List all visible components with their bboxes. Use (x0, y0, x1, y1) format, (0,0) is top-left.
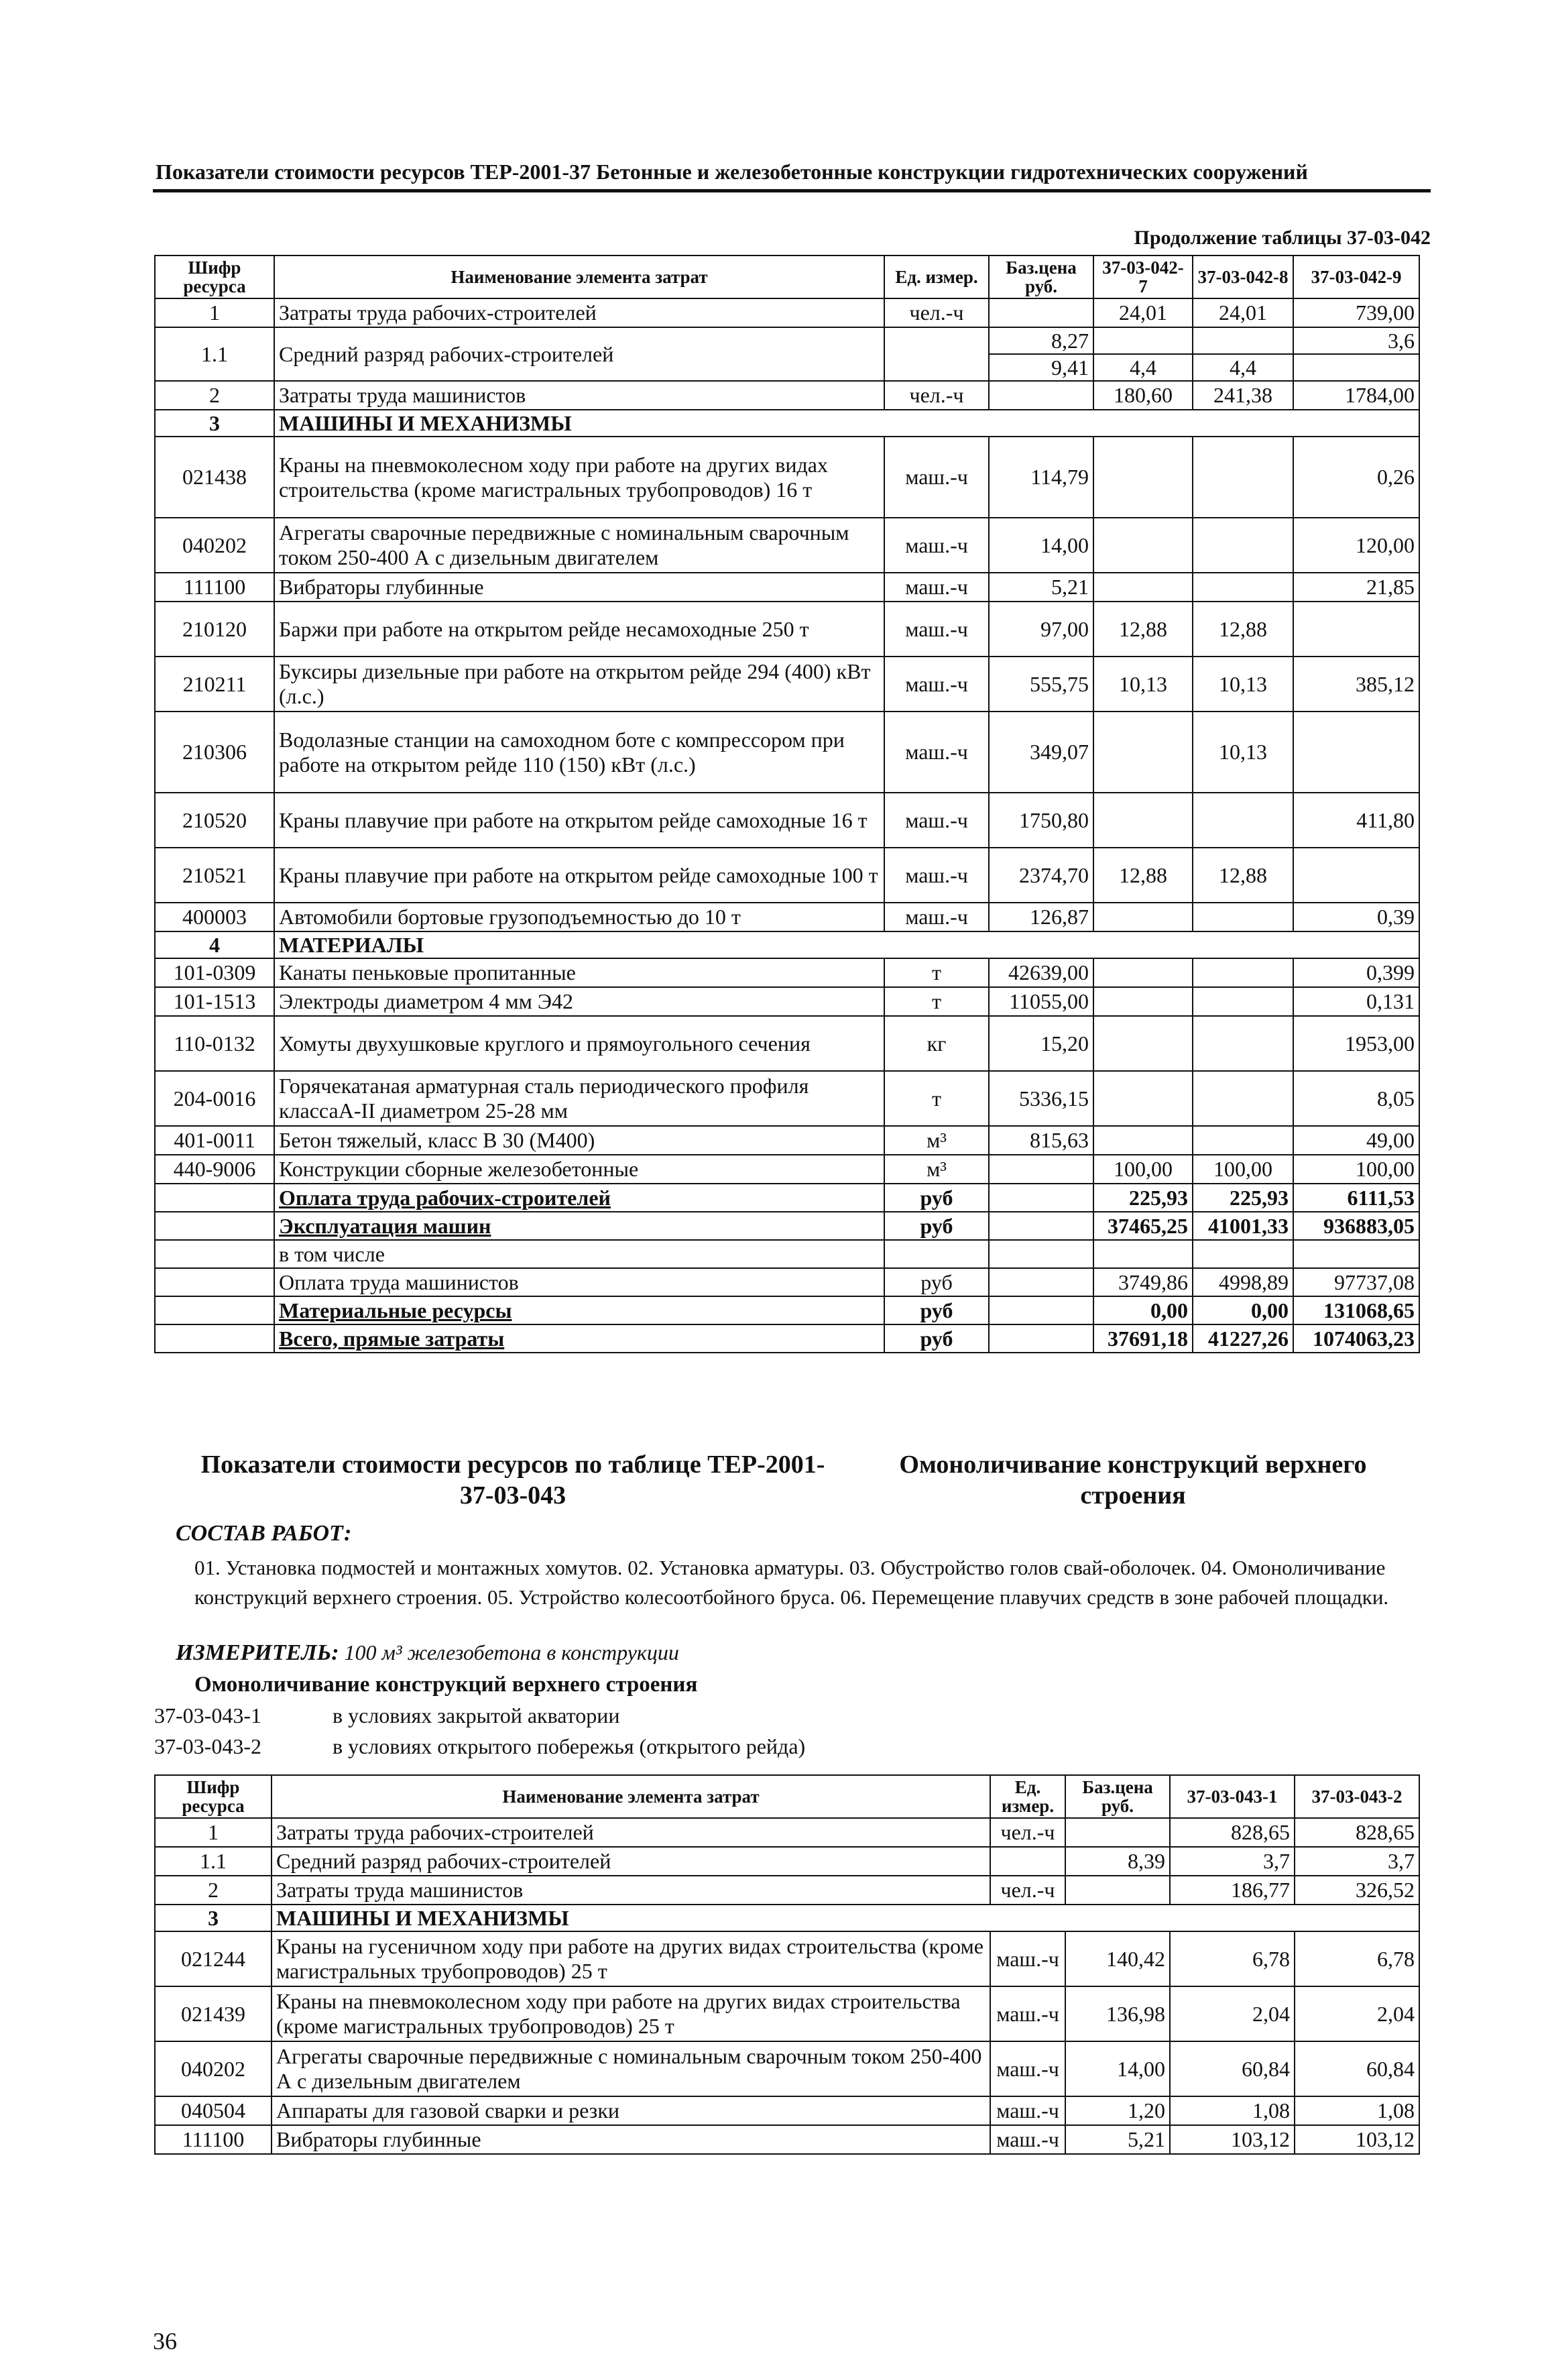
row-name: Электроды диаметром 4 мм Э42 (274, 987, 884, 1016)
row-value (1193, 793, 1293, 848)
row-value: 186,77 (1170, 1876, 1295, 1905)
row-value: 828,65 (1170, 1818, 1295, 1847)
row-unit: м³ (884, 1155, 989, 1184)
summary-value: 4998,89 (1193, 1268, 1293, 1296)
row-price: 8,27 (989, 327, 1093, 354)
row-value (1093, 1071, 1193, 1126)
summary-empty (989, 1240, 1093, 1268)
row-value: 12,88 (1193, 848, 1293, 903)
row-name: Агрегаты сварочные передвижные с номинальным сварочным током 250-400 А с дизельным двигателем (274, 518, 884, 573)
summary-value: 936883,05 (1293, 1212, 1419, 1240)
summary-row (155, 1184, 1419, 1212)
row-price: 5,21 (989, 573, 1093, 602)
summary-empty (989, 1324, 1093, 1353)
row-value: 8,05 (1293, 1071, 1419, 1126)
row-value: 21,85 (1293, 573, 1419, 602)
summary-empty (989, 1268, 1093, 1296)
row-name: Краны плавучие при работе на открытом рейде самоходные 16 т (274, 793, 884, 848)
row-code: 021244 (155, 1931, 272, 1986)
row-code: 110-0132 (155, 1016, 274, 1071)
row-price: 5,21 (1065, 2125, 1170, 2154)
row-unit: маш.-ч (990, 2096, 1065, 2125)
row-value: 60,84 (1295, 2041, 1419, 2096)
col-header-price: Баз.цена руб. (1065, 1775, 1170, 1818)
col-header-c1: 37-03-042-7 (1093, 256, 1193, 298)
section-title: МАШИНЫ И МЕХАНИЗМЫ (272, 1905, 1419, 1931)
row-price: 126,87 (989, 903, 1093, 931)
table-row (155, 1847, 1419, 1876)
summary-value: 0,00 (1193, 1296, 1293, 1324)
summary-value: 0,00 (1093, 1296, 1193, 1324)
row-name: Вибраторы глубинные (272, 2125, 990, 2154)
row-price: 8,39 (1065, 1847, 1170, 1876)
row-price: 815,63 (989, 1126, 1093, 1155)
row-code: 101-1513 (155, 987, 274, 1016)
row-code: 4 (155, 931, 274, 958)
row-value: 12,88 (1093, 848, 1193, 903)
row-value (1193, 327, 1293, 354)
table-row (155, 2125, 1419, 2154)
row-value (1093, 958, 1193, 987)
row-value (1293, 848, 1419, 903)
row-value: 411,80 (1293, 793, 1419, 848)
row-value: 0,131 (1293, 987, 1419, 1016)
row-value: 1,08 (1295, 2096, 1419, 2125)
summary-value: 6111,53 (1293, 1184, 1419, 1212)
table-row (155, 381, 1419, 410)
summary-unit (884, 1240, 989, 1268)
row-value (1093, 987, 1193, 1016)
variant-code: 37-03-043-2 (154, 1734, 261, 1758)
summary-row (155, 1212, 1419, 1240)
row-name: Автомобили бортовые грузоподъемностью до 10 т (274, 903, 884, 931)
measure-label: ИЗМЕРИТЕЛЬ: (176, 1640, 339, 1665)
continuation-label: Продолжение таблицы 37-03-042 (1134, 227, 1431, 249)
row-price: 136,98 (1065, 1986, 1170, 2041)
row-unit: маш.-ч (884, 903, 989, 931)
row-code: 1.1 (155, 1847, 272, 1876)
section-row (155, 1905, 1419, 1931)
row-name: Бетон тяжелый, класс В 30 (М400) (274, 1126, 884, 1155)
summary-value: 225,93 (1093, 1184, 1193, 1212)
table-row (155, 573, 1419, 602)
row-unit: маш.-ч (884, 602, 989, 657)
row-value: 100,00 (1293, 1155, 1419, 1184)
row-unit: чел.-ч (990, 1876, 1065, 1905)
row-code: 204-0016 (155, 1071, 274, 1126)
table-row (155, 327, 1419, 354)
summary-spacer (155, 1184, 274, 1212)
col-header-code: Шифр ресурса (155, 256, 274, 298)
measure-line (176, 1640, 679, 1666)
row-price: 140,42 (1065, 1931, 1170, 1986)
row-unit: чел.-ч (990, 1818, 1065, 1847)
summary-unit: руб (884, 1324, 989, 1353)
row-value (1293, 354, 1419, 381)
row-unit: маш.-ч (990, 2041, 1065, 2096)
summary-unit: руб (884, 1184, 989, 1212)
row-price (989, 1155, 1093, 1184)
summary-row (155, 1324, 1419, 1353)
table-row (155, 958, 1419, 987)
table-row (155, 1931, 1419, 1986)
summary-empty (989, 1212, 1093, 1240)
row-price: 9,41 (989, 354, 1093, 381)
variant-description: в условиях закрытой акватории (333, 1703, 620, 1727)
summary-value: 37465,25 (1093, 1212, 1193, 1240)
row-value: 100,00 (1093, 1155, 1193, 1184)
summary-label: Всего, прямые затраты (274, 1324, 884, 1353)
summary-value: 3749,86 (1093, 1268, 1193, 1296)
row-name: Аппараты для газовой сварки и резки (272, 2096, 990, 2125)
table-body (155, 298, 1419, 1353)
row-unit: маш.-ч (990, 1986, 1065, 2041)
row-code: 040202 (155, 2041, 272, 2096)
summary-spacer (155, 1268, 274, 1296)
summary-value: 41227,26 (1193, 1324, 1293, 1353)
row-unit: кг (884, 1016, 989, 1071)
summary-value: 37691,18 (1093, 1324, 1193, 1353)
summary-row (155, 1296, 1419, 1324)
row-code: 040504 (155, 2096, 272, 2125)
summary-label: Оплата труда машинистов (274, 1268, 884, 1296)
row-value: 24,01 (1093, 298, 1193, 327)
row-value: 4,4 (1093, 354, 1193, 381)
row-price: 1750,80 (989, 793, 1093, 848)
row-unit: т (884, 1071, 989, 1126)
summary-label: Материальные ресурсы (274, 1296, 884, 1324)
row-unit: т (884, 987, 989, 1016)
row-name: Затраты труда машинистов (274, 381, 884, 410)
row-value (1193, 958, 1293, 987)
table-row (155, 903, 1419, 931)
row-price: 5336,15 (989, 1071, 1093, 1126)
summary-unit: руб (884, 1212, 989, 1240)
row-code: 3 (155, 1905, 272, 1931)
running-header: Показатели стоимости ресурсов ТЕР-2001-37 Бетонные и железобетонные конструкции гидротехнических сооружений (156, 160, 1308, 184)
row-value (1093, 793, 1193, 848)
row-price: 97,00 (989, 602, 1093, 657)
row-price (989, 381, 1093, 410)
resource-table-043 (154, 1774, 1420, 2155)
table-row (155, 1986, 1419, 2041)
row-name: Средний разряд рабочих-строителей (274, 327, 884, 381)
row-value (1093, 1126, 1193, 1155)
section-title: МАТЕРИАЛЫ (274, 931, 1419, 958)
summary-row (155, 1268, 1419, 1296)
summary-row (155, 1240, 1419, 1268)
row-value: 1,08 (1170, 2096, 1295, 2125)
row-value: 49,00 (1293, 1126, 1419, 1155)
row-value: 3,7 (1170, 1847, 1295, 1876)
row-code: 021439 (155, 1986, 272, 2041)
row-price (1065, 1818, 1170, 1847)
row-code: 1 (155, 298, 274, 327)
row-value: 120,00 (1293, 518, 1419, 573)
section-title: МАШИНЫ И МЕХАНИЗМЫ (274, 410, 1419, 437)
table-header-row (155, 256, 1419, 298)
col-header-c3: 37-03-042-9 (1293, 256, 1419, 298)
row-value (1193, 903, 1293, 931)
row-value (1193, 437, 1293, 518)
table-row (155, 1155, 1419, 1184)
row-code: 111100 (155, 2125, 272, 2154)
row-unit: маш.-ч (884, 518, 989, 573)
table-row (155, 1016, 1419, 1071)
table-row (155, 1071, 1419, 1126)
row-price (989, 298, 1093, 327)
section-subject: Омоноличивание конструкций верхнего строения (899, 1451, 1367, 1510)
row-name: Затраты труда рабочих-строителей (274, 298, 884, 327)
row-value (1093, 573, 1193, 602)
row-price (1065, 1876, 1170, 1905)
row-value (1093, 327, 1193, 354)
row-value: 10,13 (1193, 712, 1293, 793)
section-row (155, 931, 1419, 958)
row-value: 1953,00 (1293, 1016, 1419, 1071)
table-row (155, 1876, 1419, 1905)
row-code: 1 (155, 1818, 272, 1847)
row-name: Баржи при работе на открытом рейде несамоходные 250 т (274, 602, 884, 657)
col-header-c1: 37-03-043-1 (1170, 1775, 1295, 1818)
row-unit: чел.-ч (884, 298, 989, 327)
table-row (155, 298, 1419, 327)
table-row (155, 2096, 1419, 2125)
row-value (1193, 987, 1293, 1016)
col-header-price: Баз.цена руб. (989, 256, 1093, 298)
row-value: 100,00 (1193, 1155, 1293, 1184)
summary-label: Оплата труда рабочих-строителей (274, 1184, 884, 1212)
table-body (155, 1818, 1419, 2154)
row-value: 3,6 (1293, 327, 1419, 354)
row-code: 2 (155, 1876, 272, 1905)
row-value: 6,78 (1295, 1931, 1419, 1986)
summary-spacer (155, 1212, 274, 1240)
work-composition-text: 01. Установка подмостей и монтажных хомутов. 02. Установка арматуры. 03. Обустройство голов свай-оболочек. 04. Омоноличивание конструкций верхнего строения. 05. Устройство колесоотбойного бруса. 06. Перемещение плавучих средств в зоне рабочей площадки. (194, 1556, 1389, 1609)
table-row (155, 2041, 1419, 2096)
row-value (1193, 1126, 1293, 1155)
section-title: Показатели стоимости ресурсов по таблице ТЕР-2001-37-03-043 (200, 1451, 825, 1510)
row-value (1093, 1016, 1193, 1071)
row-code: 2 (155, 381, 274, 410)
row-code: 401-0011 (155, 1126, 274, 1155)
table-row (155, 518, 1419, 573)
row-value: 385,12 (1293, 657, 1419, 712)
table-row (155, 657, 1419, 712)
summary-spacer (155, 1296, 274, 1324)
row-unit: м³ (884, 1126, 989, 1155)
row-name: Вибраторы глубинные (274, 573, 884, 602)
summary-unit: руб (884, 1268, 989, 1296)
row-price: 1,20 (1065, 2096, 1170, 2125)
variant-code: 37-03-043-1 (154, 1703, 261, 1727)
summary-value (1193, 1240, 1293, 1268)
row-value: 24,01 (1193, 298, 1293, 327)
row-unit: маш.-ч (884, 657, 989, 712)
summary-label: в том числе (274, 1240, 884, 1268)
header-rule (153, 189, 1431, 192)
row-unit (884, 327, 989, 381)
row-unit: маш.-ч (884, 793, 989, 848)
row-code: 040202 (155, 518, 274, 573)
row-value: 60,84 (1170, 2041, 1295, 2096)
row-price: 2374,70 (989, 848, 1093, 903)
row-value: 10,13 (1193, 657, 1293, 712)
table-row (155, 712, 1419, 793)
row-unit: маш.-ч (884, 437, 989, 518)
summary-value: 1074063,23 (1293, 1324, 1419, 1353)
resource-table-042 (154, 255, 1420, 1353)
row-unit: чел.-ч (884, 381, 989, 410)
row-name: Краны на гусеничном ходу при работе на других видах строительства (кроме магистральных трубопроводов) 25 т (272, 1931, 990, 1986)
summary-empty (989, 1296, 1093, 1324)
row-value: 0,399 (1293, 958, 1419, 987)
row-price: 15,20 (989, 1016, 1093, 1071)
row-name: Конструкции сборные железобетонные (274, 1155, 884, 1184)
row-code: 400003 (155, 903, 274, 931)
row-value (1193, 518, 1293, 573)
row-value: 241,38 (1193, 381, 1293, 410)
row-unit (990, 1847, 1065, 1876)
table-row (155, 987, 1419, 1016)
row-code: 021438 (155, 437, 274, 518)
row-name: Средний разряд рабочих-строителей (272, 1847, 990, 1876)
row-price: 42639,00 (989, 958, 1093, 987)
measure-value: 100 м³ железобетона в конструкции (344, 1640, 679, 1664)
row-name: Водолазные станции на самоходном боте с компрессором при работе на открытом рейде 110 (150) кВт (л.с.) (274, 712, 884, 793)
summary-value: 131068,65 (1293, 1296, 1419, 1324)
summary-value (1093, 1240, 1193, 1268)
row-code: 210120 (155, 602, 274, 657)
row-value (1193, 1016, 1293, 1071)
row-value: 3,7 (1295, 1847, 1419, 1876)
row-price: 14,00 (989, 518, 1093, 573)
row-value: 180,60 (1093, 381, 1193, 410)
row-value: 828,65 (1295, 1818, 1419, 1847)
col-header-name: Наименование элемента затрат (272, 1775, 990, 1818)
row-price: 555,75 (989, 657, 1093, 712)
summary-label: Эксплуатация машин (274, 1212, 884, 1240)
col-header-name: Наименование элемента затрат (274, 256, 884, 298)
row-value: 1784,00 (1293, 381, 1419, 410)
summary-value: 225,93 (1193, 1184, 1293, 1212)
row-value: 12,88 (1193, 602, 1293, 657)
row-unit: маш.-ч (990, 2125, 1065, 2154)
table-row (155, 437, 1419, 518)
page-number: 36 (153, 2328, 177, 2355)
row-name: Буксиры дизельные при работе на открытом рейде 294 (400) кВт (л.с.) (274, 657, 884, 712)
row-value (1093, 518, 1193, 573)
row-value (1193, 1071, 1293, 1126)
row-price: 349,07 (989, 712, 1093, 793)
row-unit: маш.-ч (884, 712, 989, 793)
row-value: 10,13 (1093, 657, 1193, 712)
summary-unit: руб (884, 1296, 989, 1324)
row-value: 739,00 (1293, 298, 1419, 327)
row-unit: маш.-ч (884, 573, 989, 602)
row-unit: маш.-ч (884, 848, 989, 903)
summary-spacer (155, 1324, 274, 1353)
row-value: 326,52 (1295, 1876, 1419, 1905)
row-name: Краны на пневмоколесном ходу при работе на других видах строительства (кроме магистральных трубопроводов) 25 т (272, 1986, 990, 2041)
row-name: Канаты пеньковые пропитанные (274, 958, 884, 987)
row-value (1193, 573, 1293, 602)
row-value: 2,04 (1295, 1986, 1419, 2041)
table-row (155, 1818, 1419, 1847)
row-value: 0,39 (1293, 903, 1419, 931)
col-header-code: Шифр ресурса (155, 1775, 272, 1818)
row-unit: т (884, 958, 989, 987)
row-name: Затраты труда машинистов (272, 1876, 990, 1905)
row-price: 114,79 (989, 437, 1093, 518)
col-header-c2: 37-03-043-2 (1295, 1775, 1419, 1818)
summary-value: 41001,33 (1193, 1212, 1293, 1240)
subheading: Омоноличивание конструкций верхнего строения (194, 1673, 698, 1697)
row-value (1093, 437, 1193, 518)
col-header-c2: 37-03-042-8 (1193, 256, 1293, 298)
table-row (155, 1126, 1419, 1155)
row-name: Краны на пневмоколесном ходу при работе на других видах строительства (кроме магистральных трубопроводов) 16 т (274, 437, 884, 518)
row-value: 0,26 (1293, 437, 1419, 518)
section-row (155, 410, 1419, 437)
row-value: 6,78 (1170, 1931, 1295, 1986)
table-row (155, 793, 1419, 848)
row-value (1293, 602, 1419, 657)
row-price: 14,00 (1065, 2041, 1170, 2096)
row-name: Затраты труда рабочих-строителей (272, 1818, 990, 1847)
summary-empty (989, 1184, 1093, 1212)
row-value: 4,4 (1193, 354, 1293, 381)
row-code: 101-0309 (155, 958, 274, 987)
summary-value: 97737,08 (1293, 1268, 1419, 1296)
summary-value (1293, 1240, 1419, 1268)
row-code: 3 (155, 410, 274, 437)
table-header-row (155, 1775, 1419, 1818)
row-value (1293, 712, 1419, 793)
row-name: Краны плавучие при работе на открытом рейде самоходные 100 т (274, 848, 884, 903)
row-value: 12,88 (1093, 602, 1193, 657)
row-value (1093, 712, 1193, 793)
row-name: Агрегаты сварочные передвижные с номинальным сварочным током 250-400 А с дизельным двигателем (272, 2041, 990, 2096)
row-code: 440-9006 (155, 1155, 274, 1184)
row-price: 11055,00 (989, 987, 1093, 1016)
work-composition-label: СОСТАВ РАБОТ: (176, 1521, 352, 1546)
row-value: 103,12 (1170, 2125, 1295, 2154)
row-code: 111100 (155, 573, 274, 602)
table-row (155, 848, 1419, 903)
row-name: Горячекатаная арматурная сталь периодического профиля классаА-II диаметром 25-28 мм (274, 1071, 884, 1126)
table-row (155, 602, 1419, 657)
col-header-unit: Ед. измер. (990, 1775, 1065, 1818)
row-value (1093, 903, 1193, 931)
row-name: Хомуты двухушковые круглого и прямоугольного сечения (274, 1016, 884, 1071)
row-value: 103,12 (1295, 2125, 1419, 2154)
summary-spacer (155, 1240, 274, 1268)
col-header-unit: Ед. измер. (884, 256, 989, 298)
row-code: 210521 (155, 848, 274, 903)
row-unit: маш.-ч (990, 1931, 1065, 1986)
variant-description: в условиях открытого побережья (открытого рейда) (333, 1734, 806, 1758)
row-code: 210306 (155, 712, 274, 793)
row-code: 1.1 (155, 327, 274, 381)
row-value: 2,04 (1170, 1986, 1295, 2041)
row-code: 210211 (155, 657, 274, 712)
row-code: 210520 (155, 793, 274, 848)
